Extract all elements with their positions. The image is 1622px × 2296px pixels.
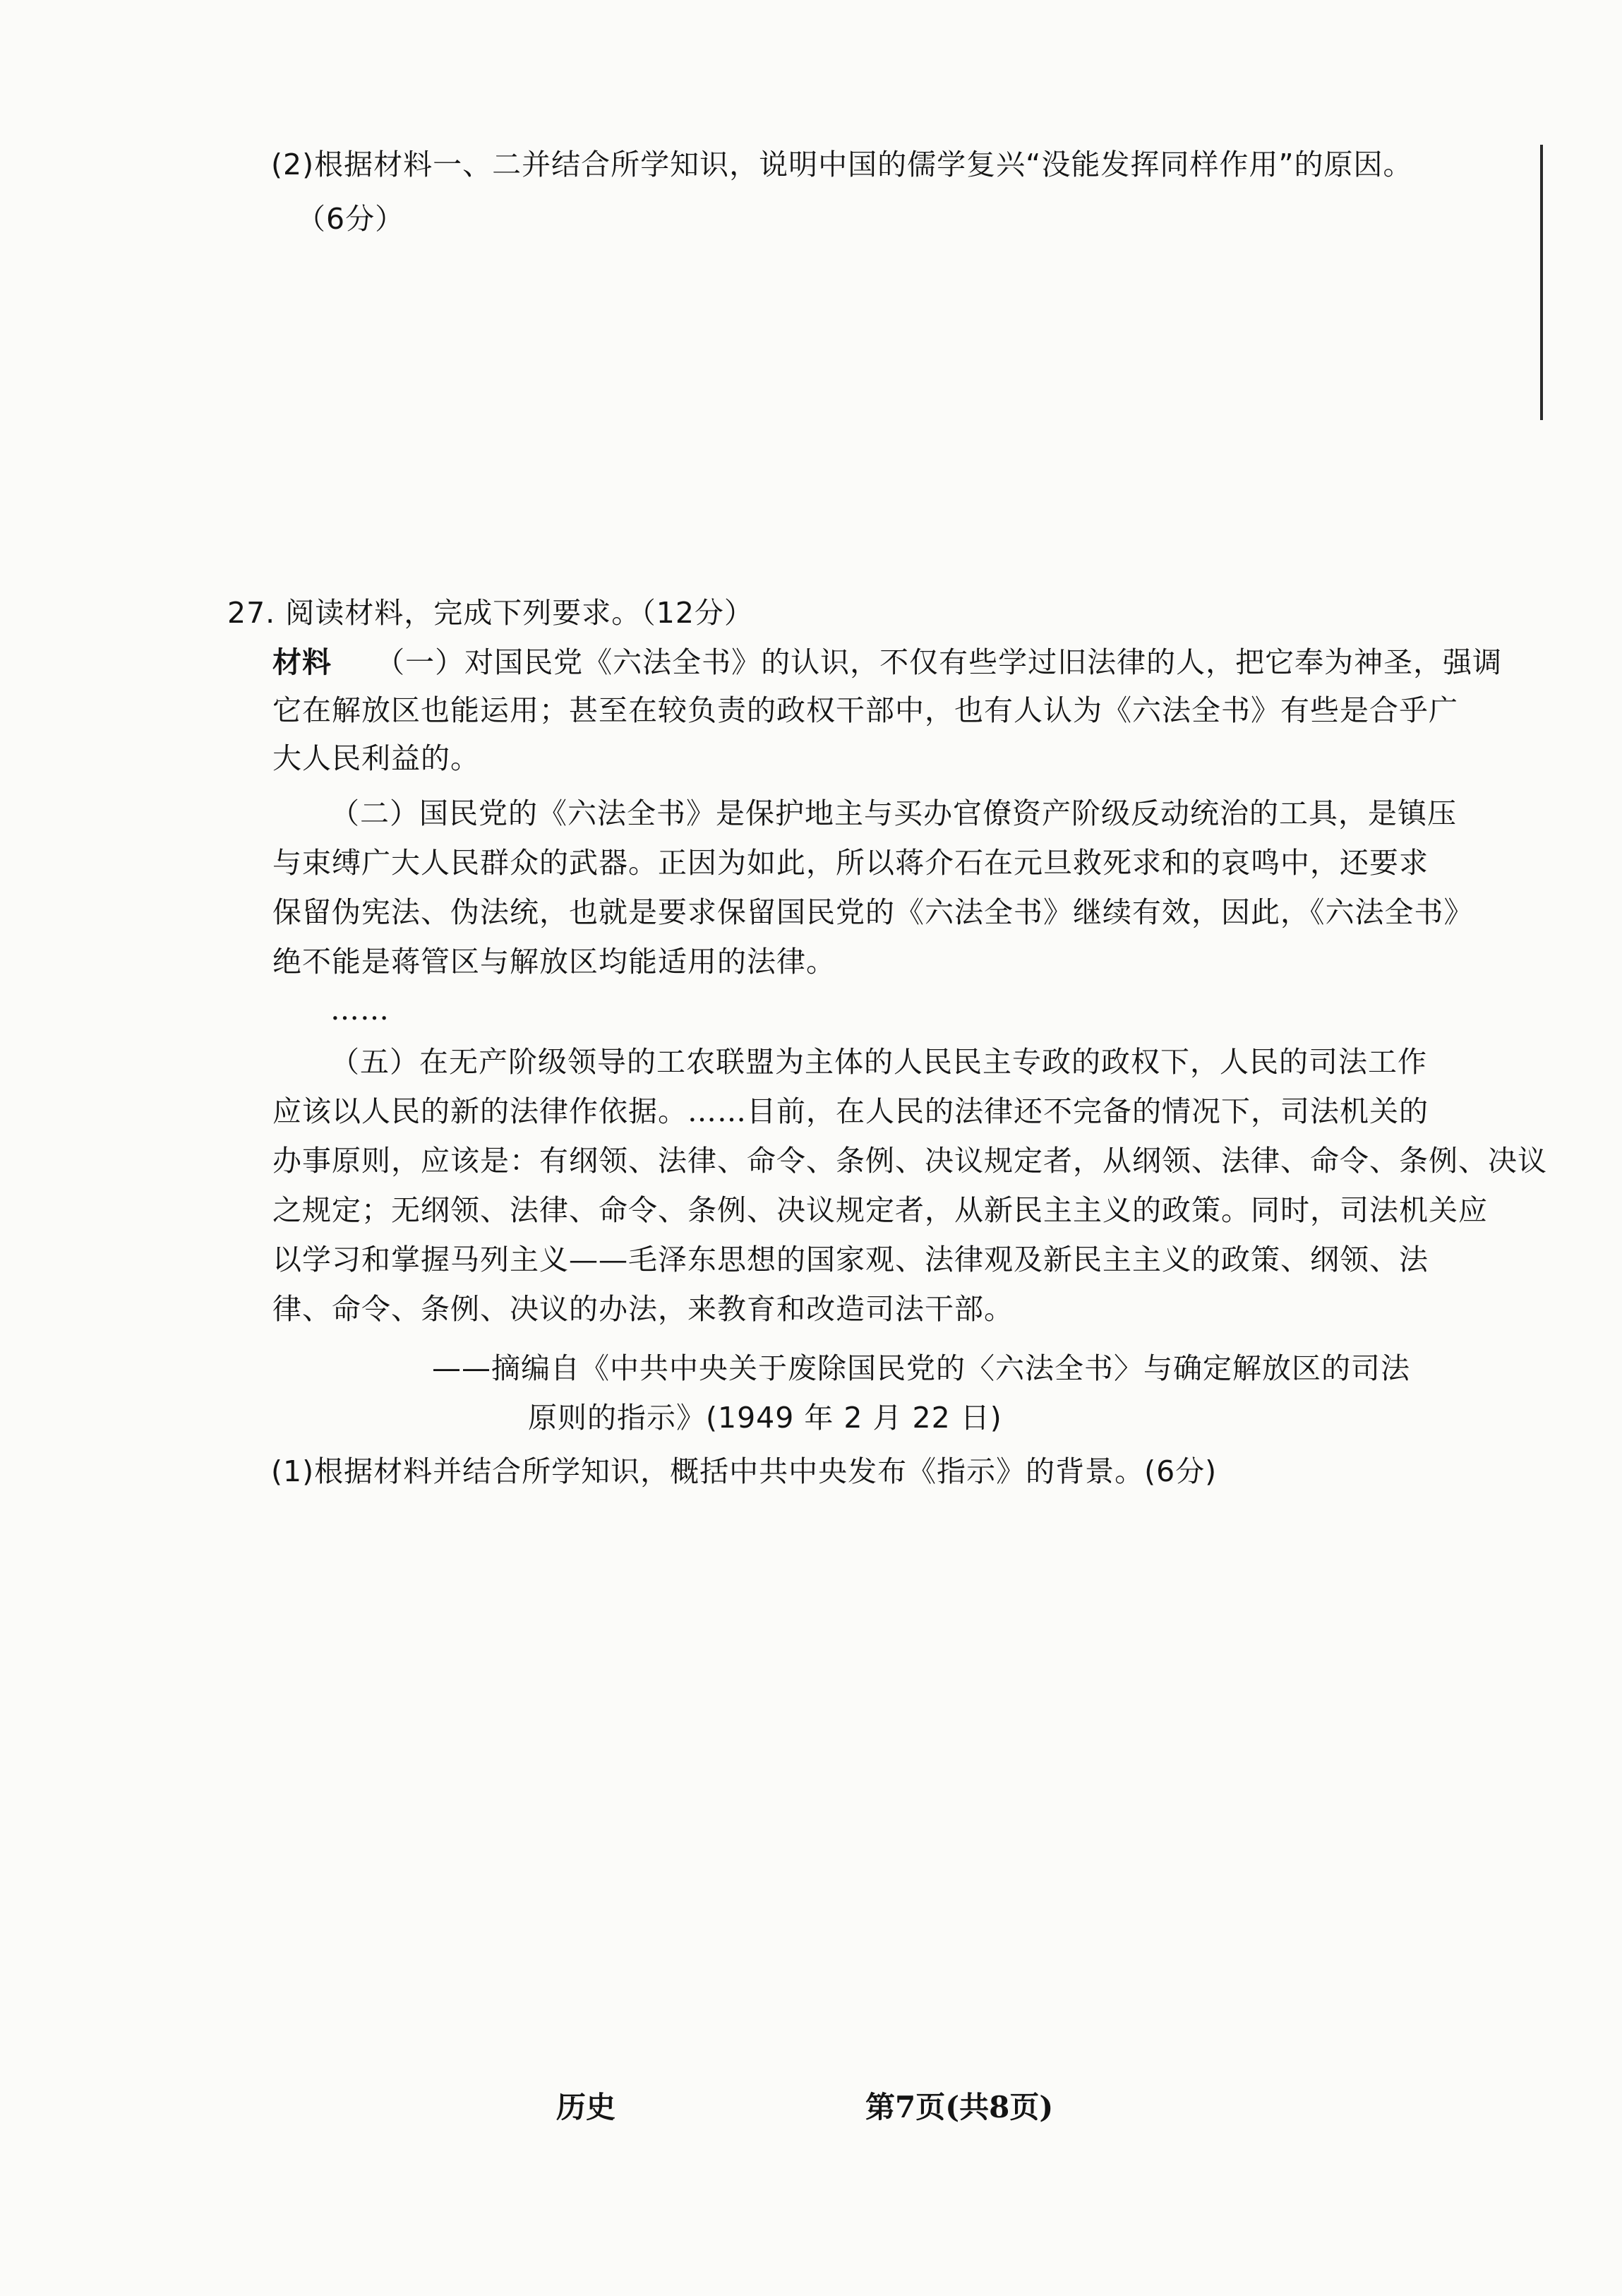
q27-ellipsis: …… xyxy=(330,993,390,1027)
paragraph1-text-1: （一）对国民党《六法全书》的认识，不仅有些学过旧法律的人，把它奉为神圣，强调 xyxy=(376,645,1503,679)
q27-paragraph2-line4: 绝不能是蒋管区与解放区均能适用的法律。 xyxy=(272,945,836,979)
q27-paragraph1-line1 xyxy=(272,642,1502,682)
scan-edge-line xyxy=(1540,145,1543,420)
q27-paragraph5-line3: 办事原则，应该是：有纲领、法律、命令、条例、决议规定者，从纲领、法律、命令、条例、决议 xyxy=(272,1144,1547,1178)
q27-paragraph2-line1: （二）国民党的《六法全书》是保护地主与买办官僚资产阶级反动统治的工具，是镇压 xyxy=(330,796,1457,830)
q27-paragraph1-line2: 它在解放区也能运用；甚至在较负责的政权干部中，也有人认为《六法全书》有些是合乎广 xyxy=(272,693,1458,727)
q27-header: 27. 阅读材料，完成下列要求。（12分） xyxy=(227,596,754,630)
q27-paragraph2-line2: 与束缚广大人民群众的武器。正因为如此，所以蒋介石在元旦救死求和的哀鸣中，还要求 xyxy=(272,846,1429,880)
footer-page-info: 第7页(共8页) xyxy=(865,2090,1054,2124)
q27-paragraph1-line3: 大人民利益的。 xyxy=(272,741,480,775)
q27-paragraph2-line3: 保留伪宪法、伪法统，也就是要求保留国民党的《六法全书》继续有效，因此，《六法全书》 xyxy=(272,895,1474,929)
q27-part1: (1)根据材料并结合所学知识，概括中共中央发布《指示》的背景。(6分) xyxy=(271,1454,1218,1488)
q27-paragraph5-line1: （五）在无产阶级领导的工农联盟为主体的人民民主专政的政权下，人民的司法工作 xyxy=(330,1045,1427,1079)
q27-paragraph5-line2: 应该以人民的新的法律作依据。……目前，在人民的法律还不完备的情况下，司法机关的 xyxy=(272,1094,1429,1128)
footer-subject: 历史 xyxy=(556,2090,616,2124)
material-label: 材料 xyxy=(272,645,332,679)
q27-paragraph5-line4: 之规定；无纲领、法律、命令、条例、决议规定者，从新民主主义的政策。同时，司法机关应 xyxy=(272,1193,1488,1227)
q27-source-line1: ——摘编自《中共中央关于废除国民党的〈六法全书〉与确定解放区的司法 xyxy=(432,1351,1410,1385)
q27-paragraph5-line5: 以学习和掌握马列主义——毛泽东思想的国家观、法律观及新民主主义的政策、纲领、法 xyxy=(272,1243,1429,1276)
q27-source-line2: 原则的指示》(1949 年 2 月 22 日) xyxy=(528,1401,1002,1435)
q26-part2-line2: （6分） xyxy=(296,202,405,236)
q26-part2-line1: (2)根据材料一、二并结合所学知识，说明中国的儒学复兴“没能发挥同样作用”的原因。 xyxy=(271,148,1413,181)
q27-paragraph5-line6: 律、命令、条例、决议的办法，来教育和改造司法干部。 xyxy=(272,1292,1014,1326)
